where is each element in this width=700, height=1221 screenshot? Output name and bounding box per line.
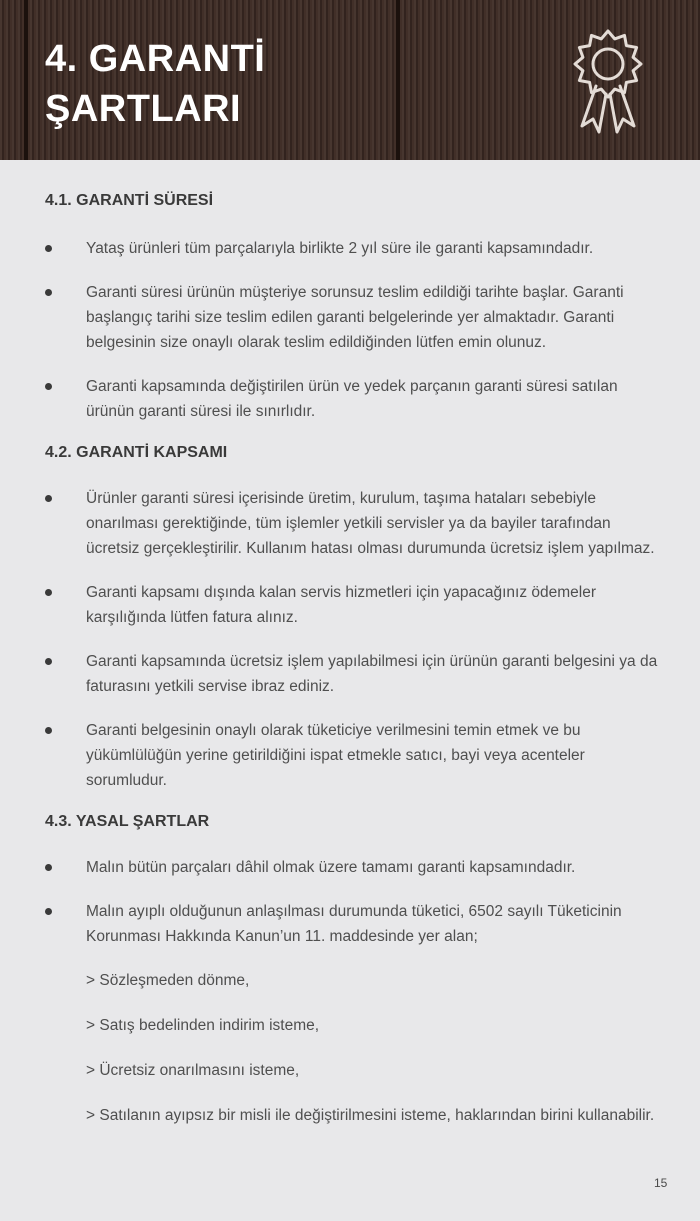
section-heading: 4.3. YASAL ŞARTLAR [45, 813, 210, 830]
bullet-icon [45, 589, 52, 596]
plank-divider [396, 0, 400, 160]
list-item [45, 486, 660, 561]
list-item [45, 855, 660, 880]
bullet-icon [45, 908, 52, 915]
bullet-list [45, 236, 660, 424]
sub-item: > Sözleşmeden dönme, [86, 972, 250, 989]
bullet-list [45, 486, 660, 793]
list-item [45, 718, 660, 793]
list-item [45, 580, 660, 630]
award-ribbon-icon [566, 26, 650, 144]
bullet-list [45, 855, 660, 949]
list-item [45, 899, 660, 949]
sub-item: > Ücretsiz onarılmasını isteme, [86, 1062, 300, 1079]
bullet-icon [45, 289, 52, 296]
sub-item: > Satılanın ayıpsız bir misli ile değiştirilmesini isteme, haklarından birini kullanabilir. [86, 1107, 655, 1124]
page-title [45, 34, 265, 134]
bullet-icon [45, 658, 52, 665]
header-banner [0, 0, 700, 160]
section-legal-terms [45, 813, 660, 1128]
list-item [45, 374, 660, 424]
list-item [45, 649, 660, 699]
bullet-icon [45, 727, 52, 734]
list-item-text: Yataş ürünleri tüm parçalarıyla birlikte 2 yıl süre ile garanti kapsamındadır. [86, 240, 594, 257]
bullet-icon [45, 245, 52, 252]
list-item-text: Malın ayıplı olduğunun anlaşılması durumunda tüketici, 6502 sayılı Tüketicinin Korunması Hakkında Kanun’un 11. maddesinde yer alan; [86, 903, 622, 945]
list-item-text: Garanti kapsamı dışında kalan servis hizmetleri için yapacağınız ödemeler karşılığında lütfen fatura alınız. [86, 584, 597, 626]
section-warranty-coverage [45, 444, 660, 793]
list-item-text: Garanti süresi ürünün müşteriye sorunsuz teslim edildiği tarihte başlar. Garanti başlangıç tarihi size teslim edilen garanti belgelerinde yer almaktadır. Garanti belgesinin size onaylı olarak teslim edildiğinden lütfen emin olunuz. [86, 284, 624, 351]
plank-divider [24, 0, 28, 160]
page-title-line-2: ŞARTLARI [45, 88, 242, 130]
list-item-text: Garanti kapsamında ücretsiz işlem yapılabilmesi için ürünün garanti belgesini ya da faturasını yetkili servise ibraz ediniz. [86, 653, 658, 695]
content-area [45, 192, 660, 1128]
sub-item: > Satış bedelinden indirim isteme, [86, 1017, 320, 1034]
list-item [45, 280, 660, 355]
page-title-line-1: 4. GARANTİ [45, 38, 266, 80]
bullet-icon [45, 383, 52, 390]
page-number: 15 [654, 1176, 668, 1190]
list-item-text: Garanti kapsamında değiştirilen ürün ve yedek parçanın garanti süresi satılan ürünün garanti süresi ile sınırlıdır. [86, 378, 618, 420]
list-item-text: Ürünler garanti süresi içerisinde üretim, kurulum, taşıma hataları sebebiyle onarılması gerektiğinde, tüm işlemler yetkili servisler ya da bayiler tarafından ücretsiz gerçekleştirilir. Kullanım hatası olması durumunda ücretsiz işlem yapılmaz. [86, 490, 655, 557]
list-item-text: Garanti belgesinin onaylı olarak tüketiciye verilmesini temin etmek ve bu yükümlülüğün yerine getirildiğini ispat etmekle satıcı, bayi veya acenteler sorumludur. [86, 722, 585, 789]
bullet-icon [45, 864, 52, 871]
section-heading: 4.2. GARANTİ KAPSAMI [45, 444, 228, 461]
list-item [45, 236, 660, 261]
list-item-text: Malın bütün parçaları dâhil olmak üzere tamamı garanti kapsamındadır. [86, 859, 576, 876]
section-warranty-period [45, 192, 660, 424]
bullet-icon [45, 495, 52, 502]
section-heading: 4.1. GARANTİ SÜRESİ [45, 192, 214, 209]
